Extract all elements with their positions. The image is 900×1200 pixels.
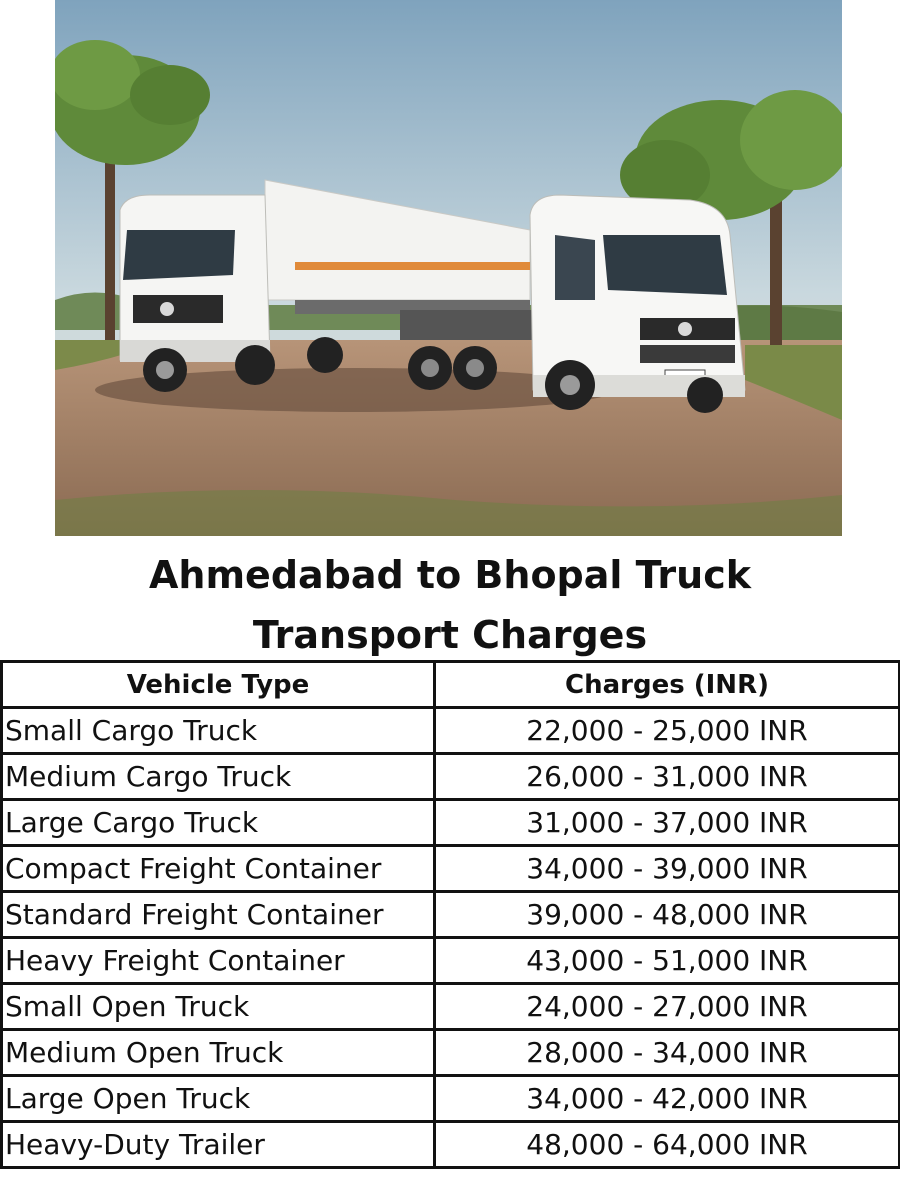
title-line-1: Ahmedabad to Bhopal Truck xyxy=(148,553,751,597)
vehicle-type-cell: Large Open Truck xyxy=(2,1076,435,1122)
vehicle-type-cell: Medium Cargo Truck xyxy=(2,754,435,800)
charge-cell: 22,000 - 25,000 INR xyxy=(435,708,900,754)
table-row xyxy=(2,984,900,1030)
charge-cell: 48,000 - 64,000 INR xyxy=(435,1122,900,1168)
charge-cell: 39,000 - 48,000 INR xyxy=(435,892,900,938)
vehicle-type-cell: Large Cargo Truck xyxy=(2,800,435,846)
charge-cell: 43,000 - 51,000 INR xyxy=(435,938,900,984)
vehicle-type-cell: Compact Freight Container xyxy=(2,846,435,892)
page-title xyxy=(0,545,900,665)
truck-photo xyxy=(55,0,842,536)
title-line-2: Transport Charges xyxy=(252,613,648,657)
charge-cell: 34,000 - 39,000 INR xyxy=(435,846,900,892)
charge-cell: 26,000 - 31,000 INR xyxy=(435,754,900,800)
table-row xyxy=(2,892,900,938)
table-row xyxy=(2,846,900,892)
table-row xyxy=(2,938,900,984)
charges-table xyxy=(0,660,900,1169)
charge-cell: 34,000 - 42,000 INR xyxy=(435,1076,900,1122)
table-row xyxy=(2,708,900,754)
table-row xyxy=(2,1076,900,1122)
table-row xyxy=(2,1030,900,1076)
charge-cell: 24,000 - 27,000 INR xyxy=(435,984,900,1030)
vehicle-type-cell: Small Cargo Truck xyxy=(2,708,435,754)
table-header-row xyxy=(2,662,900,708)
header-charges: Charges (INR) xyxy=(435,662,900,708)
charge-cell: 31,000 - 37,000 INR xyxy=(435,800,900,846)
vehicle-type-cell: Standard Freight Container xyxy=(2,892,435,938)
table-row xyxy=(2,1122,900,1168)
vehicle-type-cell: Medium Open Truck xyxy=(2,1030,435,1076)
vehicle-type-cell: Heavy-Duty Trailer xyxy=(2,1122,435,1168)
table-row xyxy=(2,754,900,800)
vehicle-type-cell: Heavy Freight Container xyxy=(2,938,435,984)
charge-cell: 28,000 - 34,000 INR xyxy=(435,1030,900,1076)
table-row xyxy=(2,800,900,846)
header-vehicle-type: Vehicle Type xyxy=(2,662,435,708)
vehicle-type-cell: Small Open Truck xyxy=(2,984,435,1030)
